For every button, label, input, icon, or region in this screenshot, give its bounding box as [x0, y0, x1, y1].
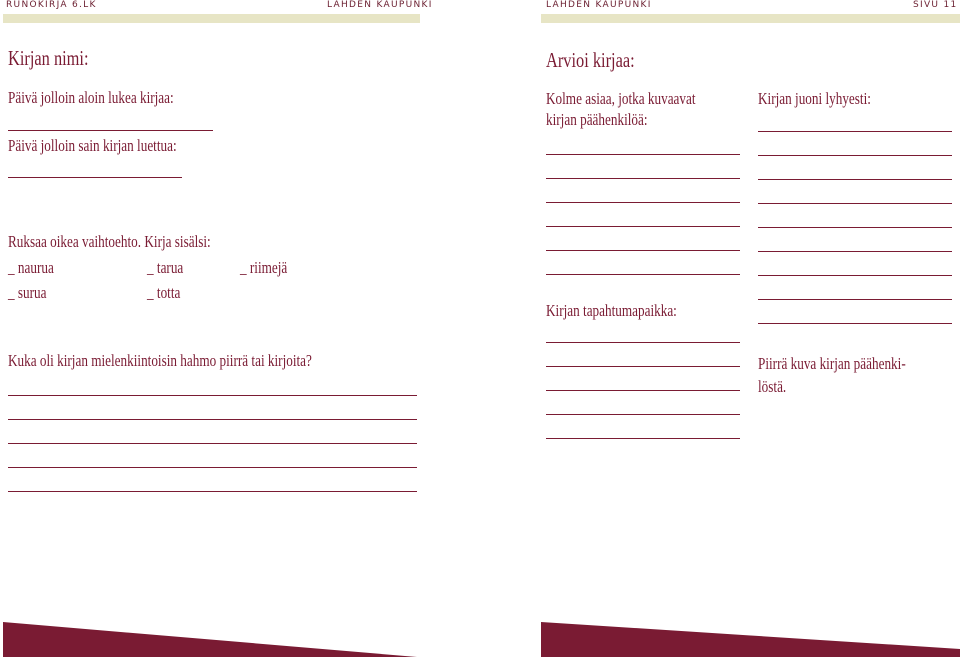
bottom-wedge-right: [541, 622, 960, 657]
place-line[interactable]: [546, 390, 740, 391]
finish-date-label: Päivä jolloin sain kirjan luettua:: [8, 136, 177, 155]
plot-line[interactable]: [758, 275, 952, 276]
draw-character-prompt: Kuka oli kirjan mielenkiintoisin hahmo piirrä tai kirjoita?: [8, 351, 312, 370]
plot-line[interactable]: [758, 251, 952, 252]
plot-prompt: Kirjan juoni lyhyesti:: [758, 89, 871, 108]
bottom-decoration: [0, 619, 960, 657]
option-fiction[interactable]: _ tarua: [147, 258, 184, 277]
character-prompt-line1: Kolme asiaa, jotka kuvaavat: [546, 89, 696, 108]
answer-line[interactable]: [8, 443, 417, 444]
draw-prompt-line1: Piirrä kuva kirjan päähenki-: [758, 354, 906, 373]
choice-prompt: Ruksaa oikea vaihtoehto. Kirja sisälsi:: [8, 232, 211, 251]
place-line[interactable]: [546, 366, 740, 367]
finish-date-line[interactable]: [8, 177, 182, 178]
answer-line[interactable]: [8, 395, 417, 396]
option-laughter[interactable]: _ naurua: [8, 258, 54, 277]
character-line[interactable]: [546, 154, 740, 155]
draw-prompt-line2: löstä.: [758, 377, 787, 396]
plot-line[interactable]: [758, 299, 952, 300]
plot-line[interactable]: [758, 179, 952, 180]
answer-line[interactable]: [8, 467, 417, 468]
character-line[interactable]: [546, 250, 740, 251]
character-line[interactable]: [546, 274, 740, 275]
plot-line[interactable]: [758, 227, 952, 228]
header-band-left: [3, 14, 420, 23]
place-prompt: Kirjan tapahtumapaikka:: [546, 301, 677, 320]
start-date-label: Päivä jolloin aloin lukea kirjaa:: [8, 88, 174, 107]
review-title: Arvioi kirjaa:: [546, 48, 635, 72]
plot-line[interactable]: [758, 155, 952, 156]
option-sorrow[interactable]: _ surua: [8, 283, 47, 302]
place-line[interactable]: [546, 414, 740, 415]
book-name-title: Kirjan nimi:: [8, 46, 89, 70]
header-left-label: RUNOKIRJA 6.LK: [6, 0, 97, 10]
header-right-left: LAHDEN KAUPUNKI: [546, 0, 652, 10]
header-page-number: SIVU 11: [913, 0, 958, 10]
place-line[interactable]: [546, 342, 740, 343]
plot-line[interactable]: [758, 203, 952, 204]
option-rhymes[interactable]: _ riimejä: [240, 258, 288, 277]
answer-line[interactable]: [8, 491, 417, 492]
header-left-center: LAHDEN KAUPUNKI: [327, 0, 433, 10]
place-line[interactable]: [546, 438, 740, 439]
option-truth[interactable]: _ totta: [147, 283, 181, 302]
character-line[interactable]: [546, 202, 740, 203]
character-line[interactable]: [546, 178, 740, 179]
header-band-right: [541, 14, 960, 23]
start-date-line[interactable]: [8, 130, 213, 131]
character-prompt-line2: kirjan päähenkilöä:: [546, 110, 648, 129]
plot-line[interactable]: [758, 131, 952, 132]
bottom-wedge-left: [3, 622, 417, 657]
character-line[interactable]: [546, 226, 740, 227]
plot-line[interactable]: [758, 323, 952, 324]
answer-line[interactable]: [8, 419, 417, 420]
